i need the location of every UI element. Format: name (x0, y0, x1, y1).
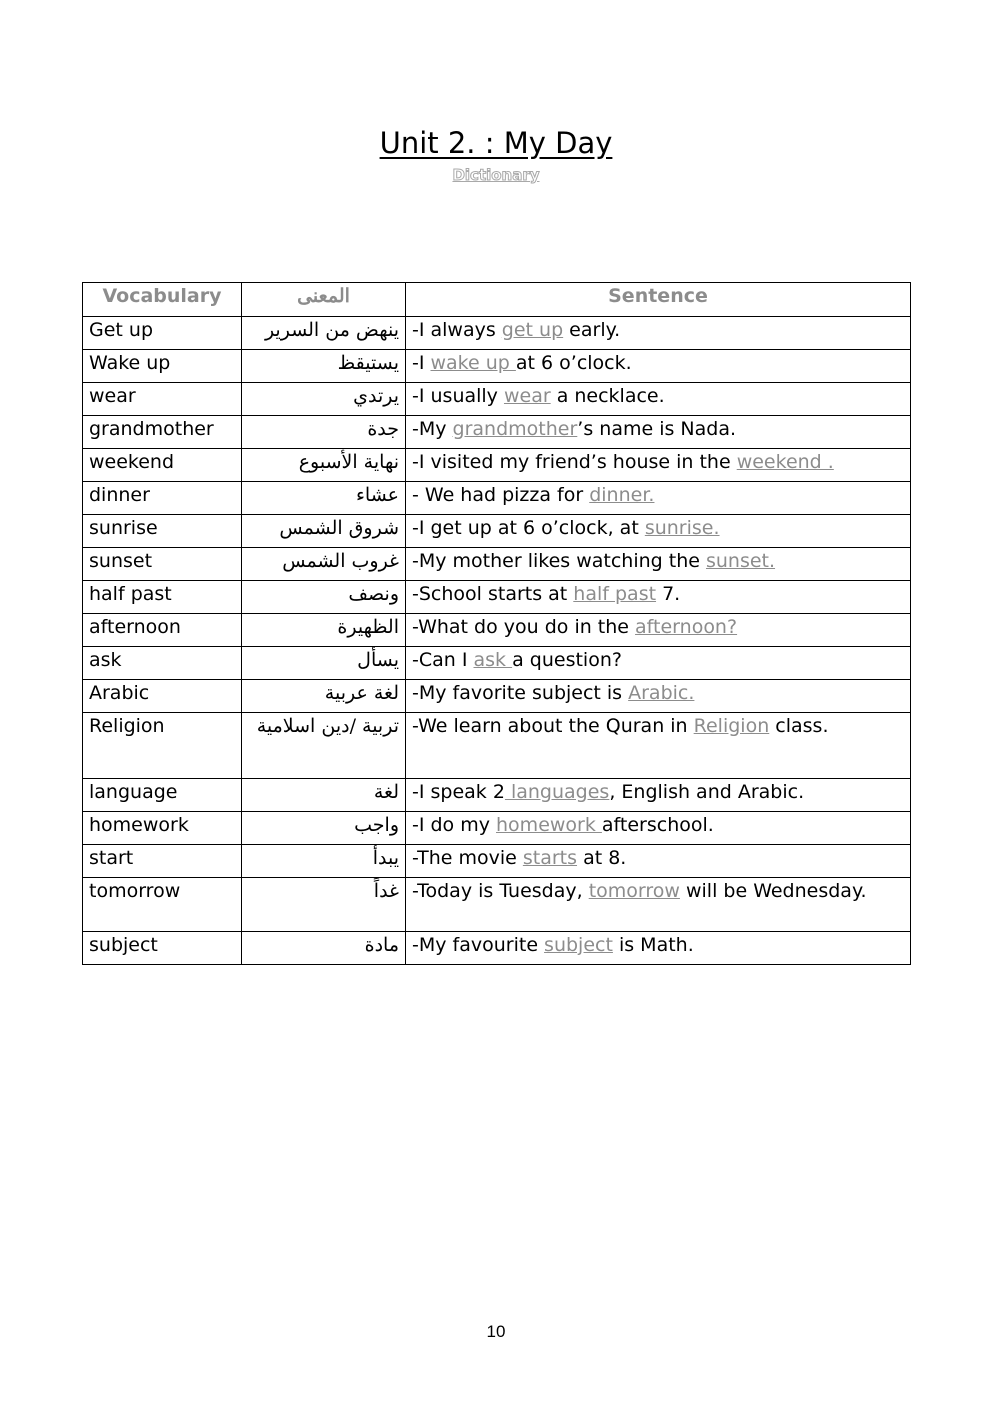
sentence-text: -I visited my friend’s house in the (412, 451, 737, 473)
table-row (83, 581, 911, 614)
arabic-meaning: يرتدي (242, 383, 406, 416)
example-sentence (406, 482, 911, 515)
sentence-text: -The movie (412, 847, 523, 869)
example-sentence (406, 779, 911, 812)
highlighted-word: Arabic. (628, 682, 695, 704)
example-sentence (406, 548, 911, 581)
arabic-meaning: واجب (242, 812, 406, 845)
vocabulary-word: sunrise (83, 515, 242, 548)
sentence-text: a question? (512, 649, 622, 671)
sentence-text: ’s name is Nada. (577, 418, 737, 440)
vocabulary-word: ask (83, 647, 242, 680)
vocabulary-word: tomorrow (83, 878, 242, 932)
sentence-text: a necklace. (550, 385, 665, 407)
sentence-text: -I always (412, 319, 502, 341)
table-row (83, 383, 911, 416)
page-title: Unit 2. : My Day (379, 126, 613, 160)
arabic-meaning: نهاية الأسبوع (242, 449, 406, 482)
arabic-meaning: يسأل (242, 647, 406, 680)
sentence-text: -My mother likes watching the (412, 550, 706, 572)
vocabulary-word: half past (83, 581, 242, 614)
example-sentence (406, 449, 911, 482)
arabic-meaning: لغة عربية (242, 680, 406, 713)
column-header-vocabulary: Vocabulary (83, 283, 242, 317)
highlighted-word: get up (501, 319, 564, 341)
highlighted-word: subject (544, 934, 613, 956)
sentence-text: -We learn about the Quran in (412, 715, 694, 737)
sentence-text: -My (412, 418, 453, 440)
table-row (83, 614, 911, 647)
vocabulary-table (82, 282, 911, 965)
table-row (83, 713, 911, 779)
sentence-text: is Math. (612, 934, 694, 956)
vocabulary-word: afternoon (83, 614, 242, 647)
page-subtitle: Dictionary (452, 166, 540, 184)
example-sentence (406, 317, 911, 350)
example-sentence (406, 581, 911, 614)
sentence-text: -My favourite (412, 934, 545, 956)
example-sentence (406, 416, 911, 449)
highlighted-word: tomorrow (588, 880, 680, 902)
vocabulary-word: Religion (83, 713, 242, 779)
vocabulary-word: dinner (83, 482, 242, 515)
vocabulary-word: homework (83, 812, 242, 845)
table-row (83, 416, 911, 449)
arabic-meaning: تربية /دين اسلامية (242, 713, 406, 779)
column-header-meaning: المعنى (242, 283, 406, 317)
highlighted-word: homework (496, 814, 602, 836)
sentence-text: will be Wednesday. (679, 880, 867, 902)
table-row (83, 932, 911, 965)
vocabulary-word: weekend (83, 449, 242, 482)
arabic-meaning: ونصف (242, 581, 406, 614)
highlighted-word: sunrise. (644, 517, 720, 539)
highlighted-word: starts (522, 847, 578, 869)
highlighted-word: sunset. (705, 550, 776, 572)
arabic-meaning: الظهيرة (242, 614, 406, 647)
table-row (83, 548, 911, 581)
table-row (83, 482, 911, 515)
highlighted-word: dinner. (589, 484, 655, 506)
example-sentence (406, 647, 911, 680)
highlighted-word: Religion (693, 715, 770, 737)
sentence-text: - We had pizza for (412, 484, 590, 506)
highlighted-word: half past (573, 583, 657, 605)
highlighted-word: weekend . (736, 451, 834, 473)
table-row (83, 350, 911, 383)
arabic-meaning: جدة (242, 416, 406, 449)
sentence-text: at 8. (577, 847, 627, 869)
sentence-text: afterschool. (601, 814, 714, 836)
example-sentence (406, 383, 911, 416)
sentence-text: at 6 o’clock. (515, 352, 632, 374)
table-row (83, 680, 911, 713)
vocabulary-word: Get up (83, 317, 242, 350)
table-row (83, 449, 911, 482)
highlighted-word: afternoon? (635, 616, 738, 638)
table-row (83, 812, 911, 845)
example-sentence (406, 713, 911, 779)
arabic-meaning: ينهض من السرير (242, 317, 406, 350)
sentence-text: -Today is Tuesday, (412, 880, 589, 902)
table-body (83, 317, 911, 965)
example-sentence (406, 515, 911, 548)
sentence-text: -What do you do in the (412, 616, 636, 638)
table-row (83, 647, 911, 680)
example-sentence (406, 350, 911, 383)
page-number: 10 (486, 1322, 506, 1341)
vocabulary-word: wear (83, 383, 242, 416)
sentence-text: -I (412, 352, 431, 374)
highlighted-word: wake up (430, 352, 516, 374)
arabic-meaning: يستيقظ (242, 350, 406, 383)
sentence-text: -I speak 2 (412, 781, 505, 803)
table-row (83, 317, 911, 350)
sentence-text: -Can I (412, 649, 474, 671)
example-sentence (406, 932, 911, 965)
sentence-text: -I usually (412, 385, 504, 407)
vocabulary-word: sunset (83, 548, 242, 581)
arabic-meaning: لغة (242, 779, 406, 812)
table-header-row (83, 283, 911, 317)
column-header-sentence: Sentence (406, 283, 911, 317)
vocabulary-word: Arabic (83, 680, 242, 713)
arabic-meaning: غروب الشمس (242, 548, 406, 581)
table-row (83, 878, 911, 932)
example-sentence (406, 812, 911, 845)
sentence-text: class. (769, 715, 829, 737)
vocabulary-word: grandmother (83, 416, 242, 449)
sentence-text: -My favorite subject is (412, 682, 629, 704)
example-sentence (406, 680, 911, 713)
vocabulary-word: subject (83, 932, 242, 965)
table-row (83, 515, 911, 548)
sentence-text: 7. (656, 583, 681, 605)
arabic-meaning: يبدأ (242, 845, 406, 878)
arabic-meaning: شروق الشمس (242, 515, 406, 548)
sentence-text: early. (563, 319, 621, 341)
arabic-meaning: مادة (242, 932, 406, 965)
vocabulary-word: language (83, 779, 242, 812)
sentence-text: , English and Arabic. (609, 781, 805, 803)
example-sentence (406, 614, 911, 647)
highlighted-word: languages (504, 781, 610, 803)
highlighted-word: wear (503, 385, 551, 407)
highlighted-word: ask (473, 649, 513, 671)
arabic-meaning: غداً (242, 878, 406, 932)
arabic-meaning: عشاء (242, 482, 406, 515)
sentence-text: -I do my (412, 814, 497, 836)
example-sentence (406, 878, 911, 932)
sentence-text: -I get up at 6 o’clock, at (412, 517, 645, 539)
highlighted-word: grandmother (452, 418, 578, 440)
example-sentence (406, 845, 911, 878)
vocabulary-word: start (83, 845, 242, 878)
vocabulary-word: Wake up (83, 350, 242, 383)
table-row (83, 845, 911, 878)
sentence-text: -School starts at (412, 583, 574, 605)
table-row (83, 779, 911, 812)
